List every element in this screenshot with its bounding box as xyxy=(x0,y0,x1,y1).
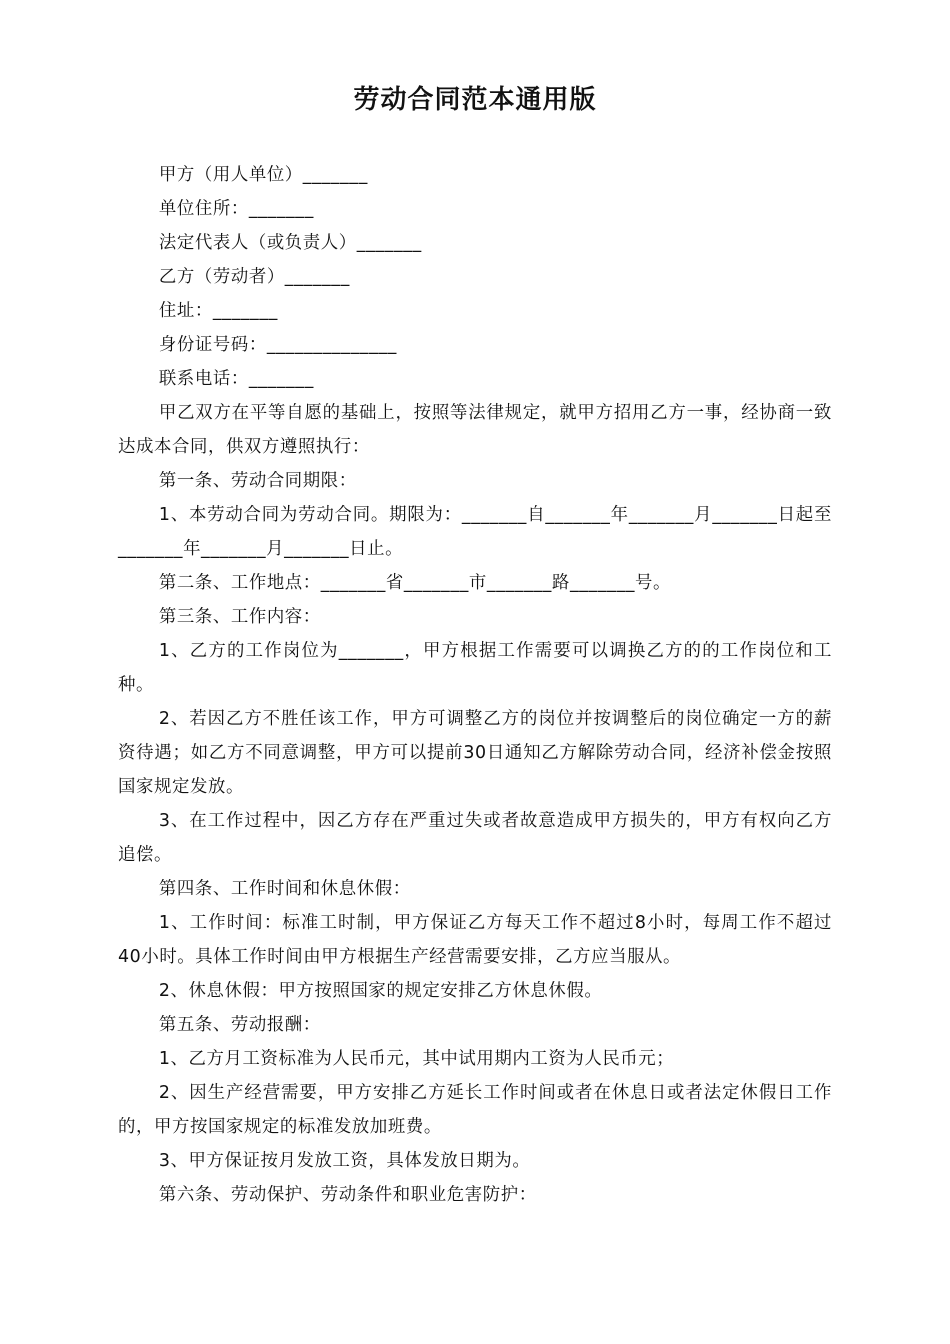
party-a-line: 甲方（用人单位）_______ xyxy=(158,165,368,185)
article-5-heading: 第五条、劳动报酬： xyxy=(158,1015,321,1035)
legal-representative-line: 法定代表人（或负责人）_______ xyxy=(158,233,422,253)
article-4-heading: 第四条、工作时间和休息休假： xyxy=(158,879,411,899)
party-b-line: 乙方（劳动者）_______ xyxy=(158,267,350,287)
article-3-heading: 第三条、工作内容： xyxy=(158,607,321,627)
document-title: 劳动合同范本通用版 xyxy=(353,85,597,115)
article-5-clause-2: 2、因生产经营需要，甲方安排乙方延长工作时间或者在休息日或者法定休假日工作的，甲方按国家规定的标准发放加班费。 xyxy=(118,1083,832,1137)
document-body xyxy=(118,158,832,1212)
phone-line: 联系电话：_______ xyxy=(158,369,314,389)
article-3-clause-1: 1、乙方的工作岗位为_______，甲方根据工作需要可以调换乙方的的工作岗位和工种。 xyxy=(118,641,832,695)
article-5-clause-3: 3、甲方保证按月发放工资，具体发放日期为。 xyxy=(158,1151,531,1171)
party-a-address-line: 单位住所：_______ xyxy=(158,199,314,219)
id-number-line: 身份证号码：______________ xyxy=(158,335,397,355)
article-1-heading: 第一条、劳动合同期限： xyxy=(158,471,357,491)
article-2-heading: 第二条、工作地点：_______省_______市_______路_______号。 xyxy=(158,573,672,593)
article-4-clause-1: 1、工作时间：标准工时制，甲方保证乙方每天工作不超过8小时，每周工作不超过40小时。具体工作时间由甲方根据生产经营需要安排，乙方应当服从。 xyxy=(118,913,832,967)
article-6-heading: 第六条、劳动保护、劳动条件和职业危害防护： xyxy=(158,1185,537,1205)
article-1-clause-1: 1、本劳动合同为劳动合同。期限为：_______自_______年_______月_______日起至_______年_______月_______日止。 xyxy=(118,505,832,559)
article-3-clause-3: 3、在工作过程中，因乙方存在严重过失或者故意造成甲方损失的，甲方有权向乙方追偿。 xyxy=(118,811,832,865)
article-4-clause-2: 2、休息休假：甲方按照国家的规定安排乙方休息休假。 xyxy=(158,981,603,1001)
party-b-address-line: 住址：_______ xyxy=(158,301,278,321)
article-3-clause-2: 2、若因乙方不胜任该工作，甲方可调整乙方的岗位并按调整后的岗位确定一方的薪资待遇；如乙方不同意调整，甲方可以提前30日通知乙方解除劳动合同，经济补偿金按照国家规定发放。 xyxy=(118,709,832,797)
preamble-paragraph: 甲乙双方在平等自愿的基础上，按照等法律规定，就甲方招用乙方一事，经协商一致达成本合同，供双方遵照执行： xyxy=(118,403,832,457)
article-5-clause-1: 1、乙方月工资标准为人民币元，其中试用期内工资为人民币元； xyxy=(158,1049,675,1069)
